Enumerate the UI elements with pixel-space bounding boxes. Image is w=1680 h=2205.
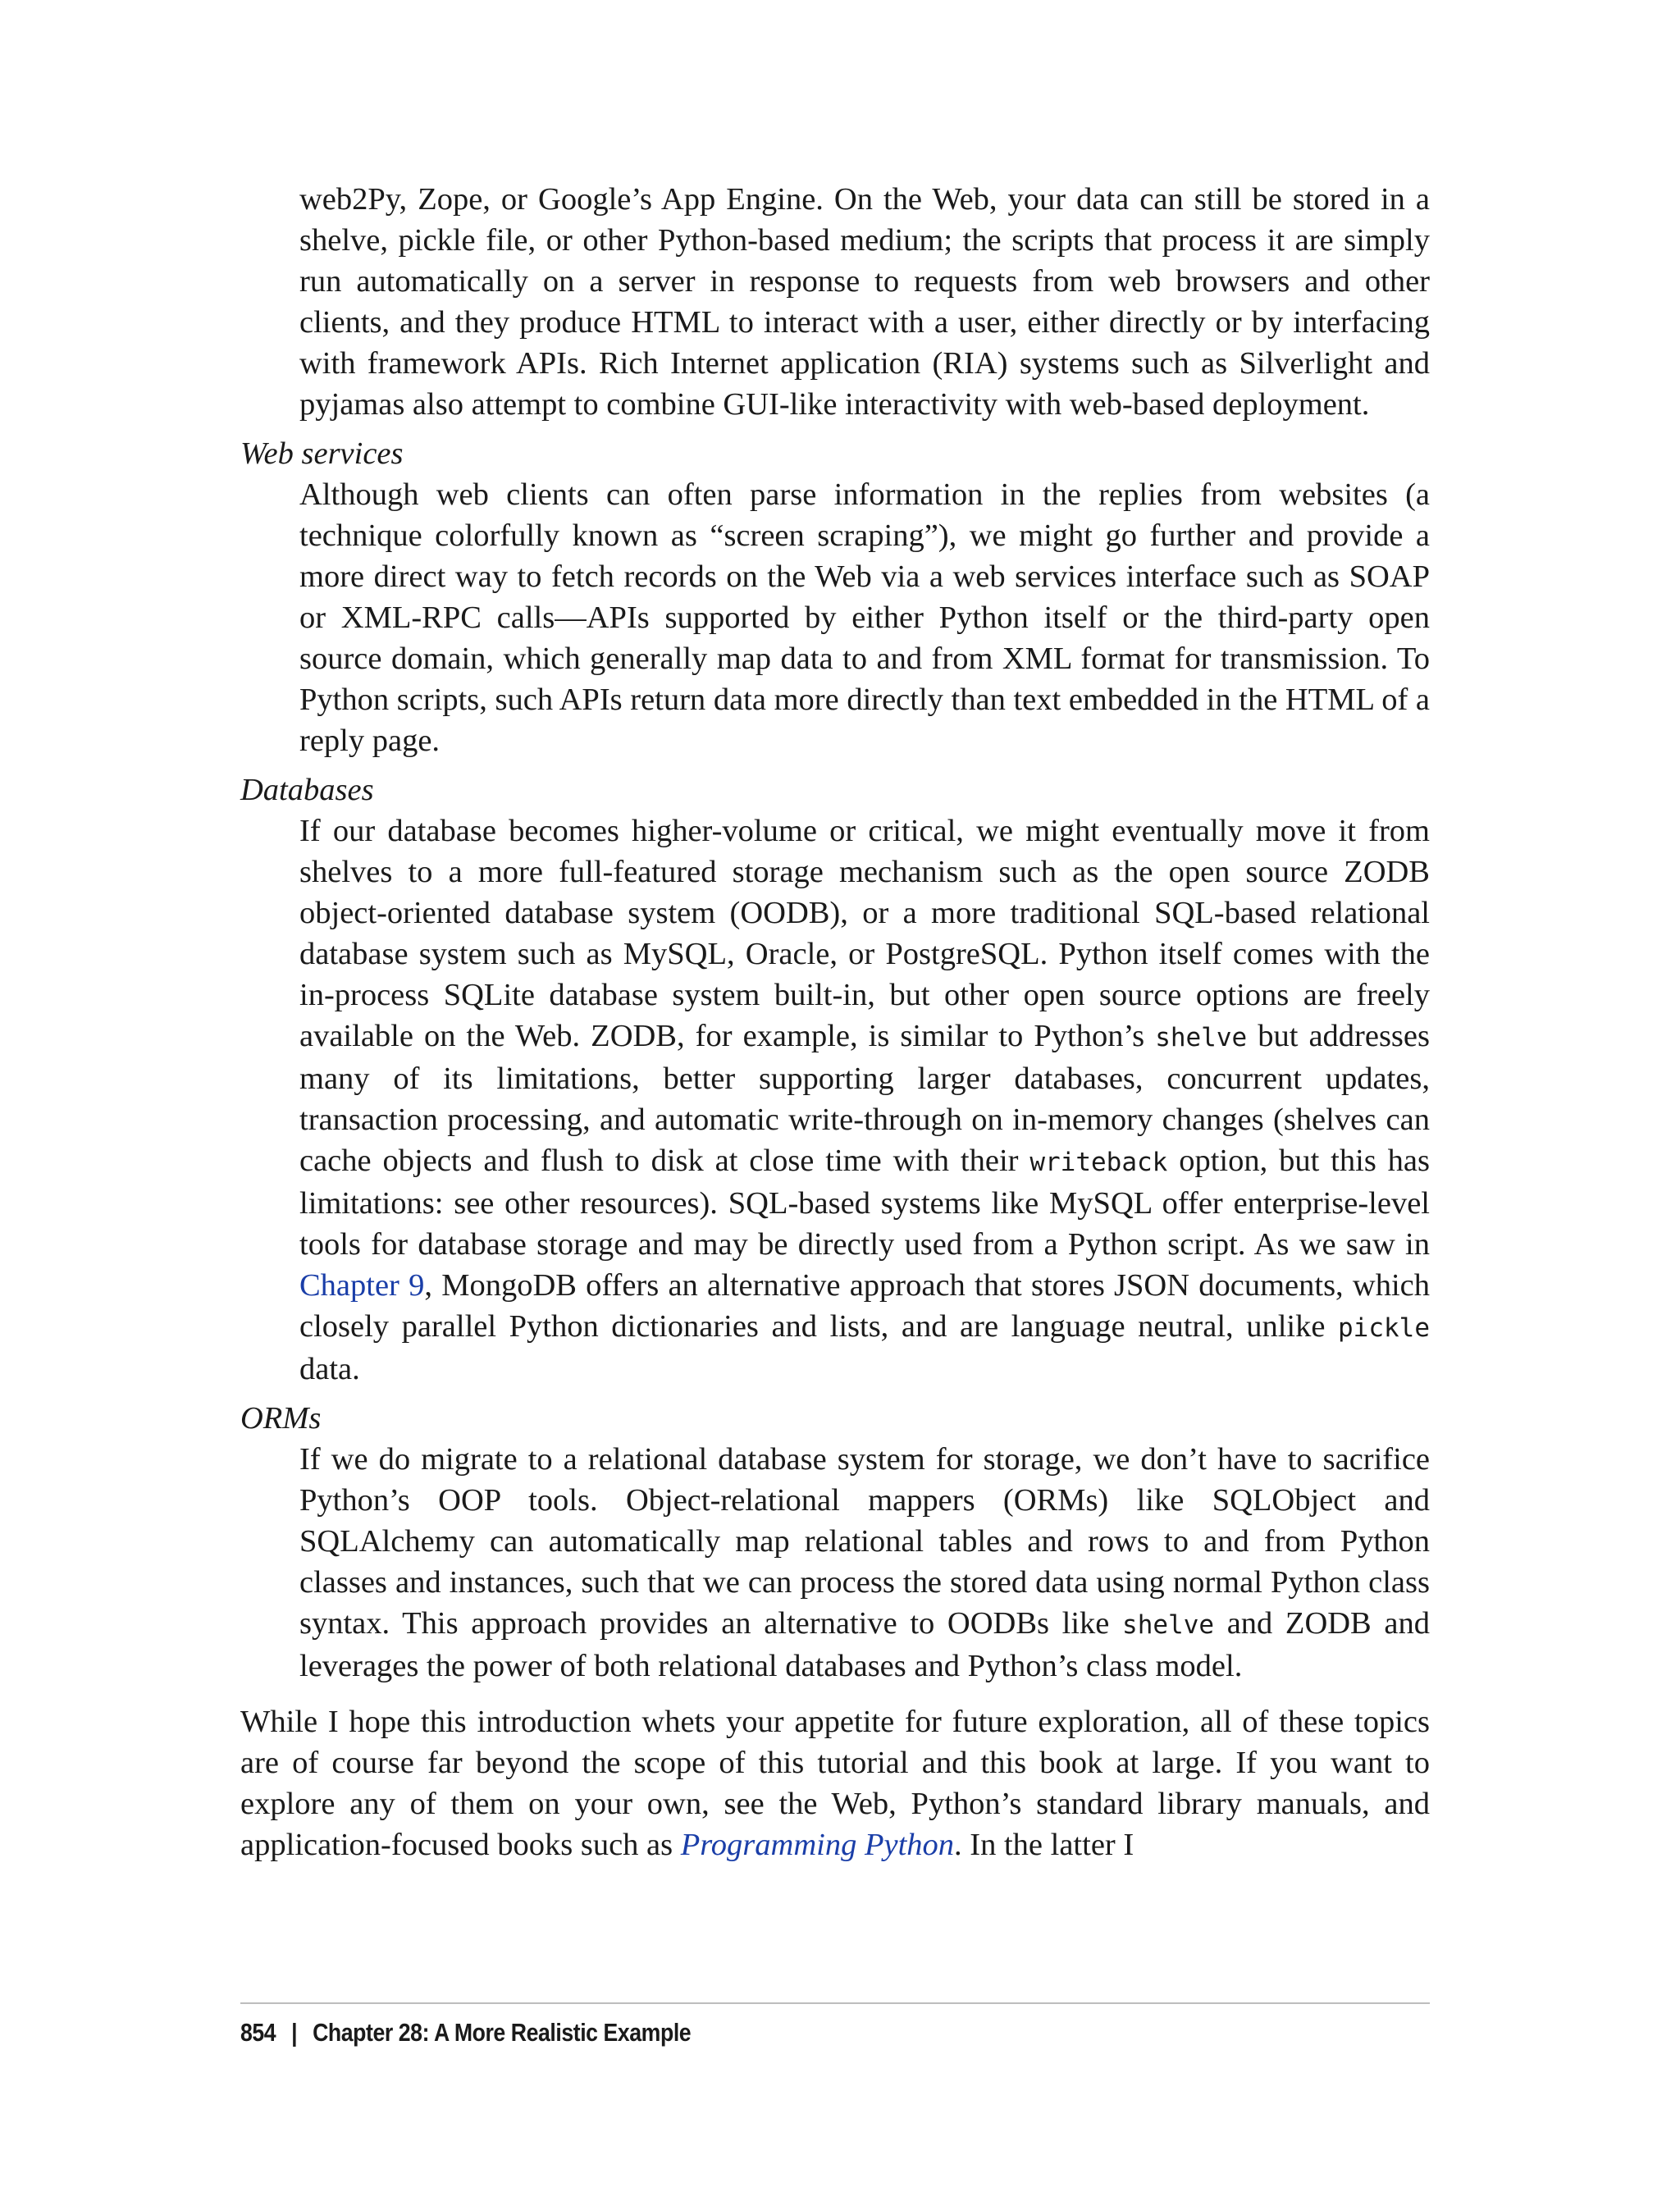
page-content [240,179,1430,1865]
web-frameworks-paragraph: web2Py, Zope, or Google’s App Engine. On the Web, your data can still be stored in a shelve, pickle file, or other Python-based medium; the scripts that process it are simply run automatically on a server in response to requests from web browsers and other clients, and they produce HTML to interact with a user, either directly or by interfacing with framework APIs. Rich Internet application (RIA) systems such as Silverlight and pyjamas also attempt to combine GUI-like interactivity with web-based deployment. [299,182,1430,422]
page-number: 854 [240,2018,276,2047]
closing-paragraph [240,1701,1430,1865]
databases-text-1: If our database becomes higher-volume or critical, we might eventually move it from shelves to a more full-featured storage mechanism such as the open source ZODB object-oriented database system (OODB), or a more traditional SQL-based relational database system such as MySQL, Oracle, or PostgreSQL. Python itself comes with the in-process SQLite database system built-in, but other open source options are freely available on the Web. ZODB, for example, is similar to Python’s [299,814,1430,1053]
programming-python-link[interactable]: Programming Python [680,1828,955,1862]
code-shelve: shelve [1155,1023,1248,1052]
closing-text-2: . In the latter I [954,1828,1134,1862]
orms-paragraph [299,1439,1430,1687]
orms-text-1: If we do migrate to a relational database system for storage, we don’t have to sacrifice Python’s OOP tools. Object-relational mappers (ORMs) like SQLObject and SQLAlchemy can automatically map relational tables and rows to and from Python classes and instances, such that we can process the stored data using normal Python class syntax. This approach provides an alternative to OODBs like [299,1442,1430,1641]
code-pickle: pickle [1338,1313,1430,1343]
chapter-9-link[interactable]: Chapter 9 [299,1268,425,1303]
closing-text-1: While I hope this introduction whets your appetite for future exploration, all of these topics are of course far beyond the scope of this tutorial and this book at large. If you want to explore any of them on your own, see the Web, Python’s standard library manuals, and application-focused books such as [240,1705,1430,1862]
databases-text-5: data. [299,1352,360,1386]
orms-text-2: and ZODB and leverages the power of both relational databases and Python’s class model. [299,1606,1430,1683]
databases-text-4: , MongoDB offers an alternative approach that stores JSON documents, which closely parallel Python dictionaries and lists, and are language neutral, unlike [299,1268,1430,1344]
databases-text-3: option, but this has limitations: see other resources). SQL-based systems like MySQL offer enterprise-level tools for database storage and may be directly used from a Python script. As we saw in [299,1144,1430,1262]
page-footer [240,2018,691,2048]
web-services-paragraph: Although web clients can often parse information in the replies from websites (a technique colorfully known as “screen scraping”), we might go further and provide a more direct way to fetch records on the Web via a web services interface such as SOAP or XML-RPC calls—APIs supported by either Python itself or the third-party open source domain, which generally map data to and from XML format for transmission. To Python scripts, such APIs return data more directly than text embedded in the HTML of a reply page. [299,477,1430,758]
term-databases: Databases [240,773,374,807]
footer-divider [240,2002,1430,2004]
code-writeback: writeback [1029,1148,1168,1177]
databases-paragraph [299,810,1430,1390]
databases-text-2: but addresses many of its limitations, better supporting larger databases, concurrent updates, transaction processing, and automatic write-through on in-memory changes (shelves can cache objects and flush to disk at close time with their [299,1019,1430,1178]
code-shelve-orms: shelve [1122,1610,1215,1640]
term-orms: ORMs [240,1401,322,1436]
chapter-title: Chapter 28: A More Realistic Example [313,2018,692,2047]
term-web-services: Web services [240,436,404,471]
footer-separator: | [291,2018,298,2047]
